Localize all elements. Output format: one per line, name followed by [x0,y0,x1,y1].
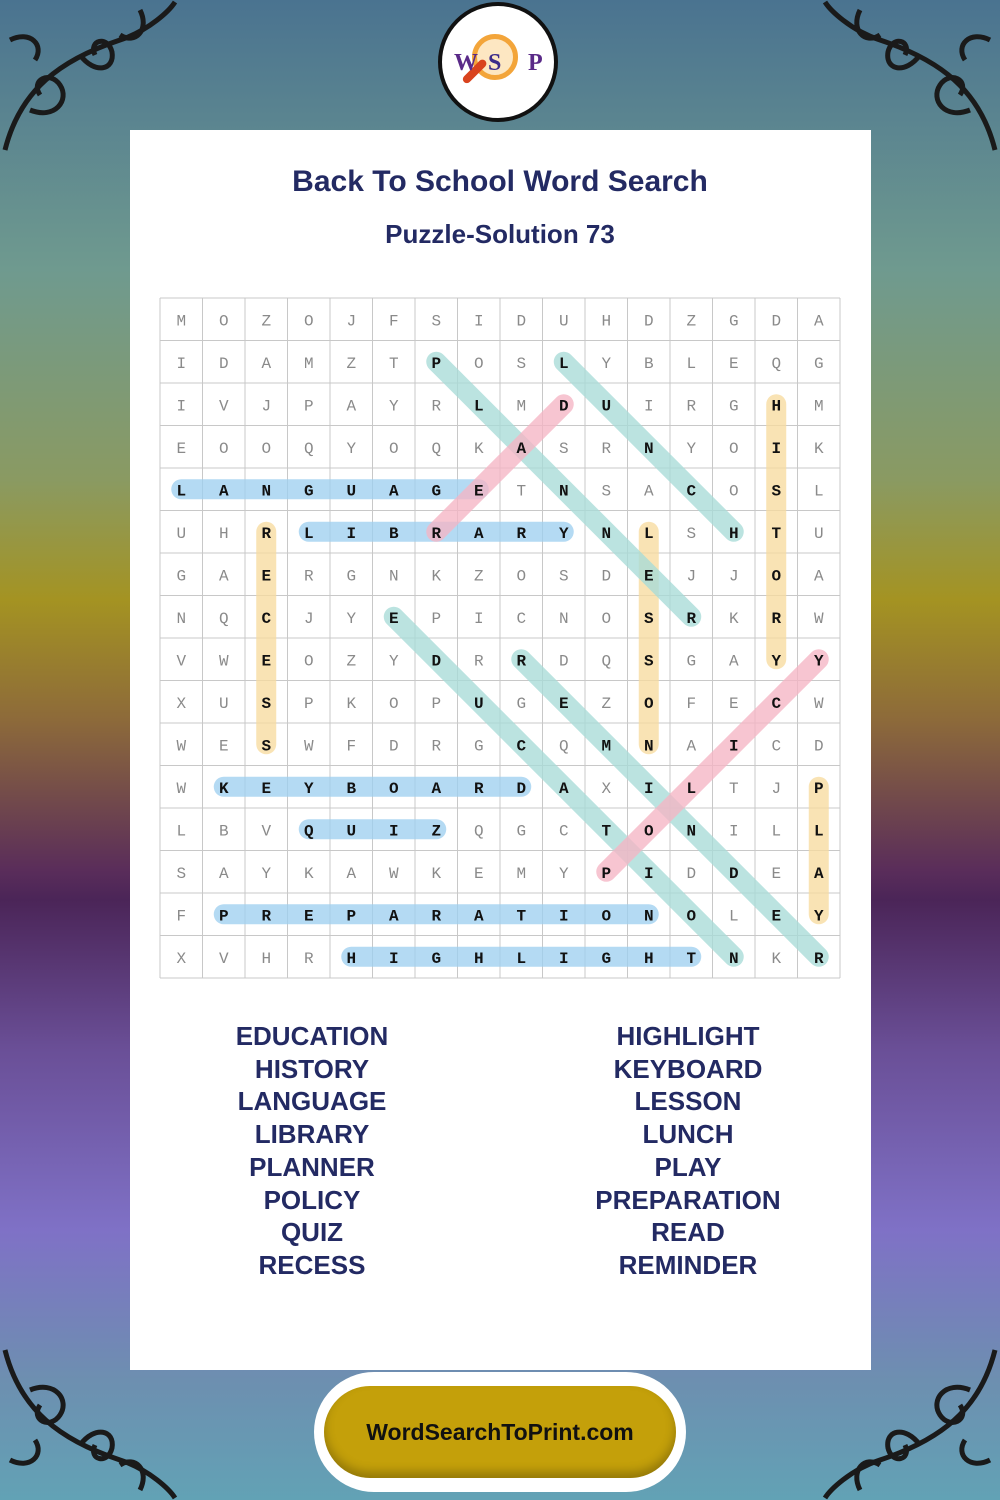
grid-letter-found: O [601,907,612,926]
grid-letter: G [728,397,739,416]
grid-letter: P [303,694,314,713]
grid-letter: K [346,694,357,713]
grid-letter-found: L [473,397,484,416]
grid-letter-found: D [516,779,527,798]
grid-letter-found: A [473,524,484,543]
grid-letter-found: L [176,482,187,501]
grid-letter: S [558,567,569,586]
grid-letter: A [218,567,229,586]
grid-letter: I [728,822,739,841]
grid-letter: L [728,907,739,926]
grid-letter-found: A [388,907,399,926]
grid-letter: A [346,864,357,883]
grid-letter: L [771,822,782,841]
grid-letter-found: C [771,694,782,713]
grid-letter: L [176,822,187,841]
word-list-left [162,1020,462,1282]
grid-letter-found: A [813,864,824,883]
grid-letter: J [303,609,314,628]
grid-letter-found: G [601,949,612,968]
word-list-item: PLANNER [249,1151,375,1182]
grid-letter-found: I [388,822,399,841]
grid-letter-found: E [643,567,654,586]
grid-letter: G [516,822,527,841]
grid-letter-found: E [473,482,484,501]
grid-letter: I [176,397,187,416]
grid-letter-found: O [686,907,697,926]
grid-letter-found: Q [303,822,314,841]
grid-letter: T [728,779,739,798]
grid-letter: Z [346,354,357,373]
grid-letter-found: S [771,482,782,501]
grid-letter: Y [346,609,357,628]
grid-letter: D [388,737,399,756]
grid-letter: D [558,652,569,671]
grid-letter: O [473,354,484,373]
grid-letter: V [218,397,229,416]
grid-letter-found: A [431,779,442,798]
site-link-button[interactable] [324,1386,676,1478]
grid-letter: G [346,567,357,586]
grid-letter: A [686,737,697,756]
grid-letter-found: I [643,864,654,883]
grid-letter: G [728,312,739,331]
word-list-item: POLICY [263,1184,361,1215]
grid-letter-found: I [771,439,782,458]
grid-letter: L [813,482,824,501]
grid-letter: J [771,779,782,798]
grid-letter-found: K [218,779,229,798]
word-list-item: HIGHLIGHT [616,1021,760,1051]
grid-letter-found: N [643,737,654,756]
grid-letter-found: E [261,567,272,586]
grid-letter-found: R [431,524,442,543]
grid-letter-found: C [261,609,272,628]
grid-letter: S [176,864,187,883]
grid-letter-found: P [346,907,357,926]
grid-letter: U [558,312,569,331]
grid-letter-found: A [473,907,484,926]
grid-letter: P [431,609,442,628]
page-subtitle: Puzzle-Solution 73 [385,219,615,249]
grid-letter: E [728,354,739,373]
grid-letter-found: G [431,949,442,968]
grid-letter: R [431,397,442,416]
grid-letter: I [473,609,484,628]
grid-letter: M [516,397,527,416]
grid-letter-found: G [431,482,442,501]
grid-letter: I [643,397,654,416]
grid-letter: O [728,482,739,501]
grid-letter-found: T [771,524,782,543]
grid-letter-found: R [516,652,527,671]
grid-letter: U [176,524,187,543]
grid-letter: H [218,524,229,543]
grid-letter: W [176,779,187,798]
grid-letter: O [303,312,314,331]
grid-letter-found: C [686,482,697,501]
page-title: Back To School Word Search [292,165,708,198]
grid-letter-found: A [388,482,399,501]
grid-letter: Q [601,652,612,671]
grid-letter: Y [601,354,612,373]
grid-letter-found: Y [813,652,824,671]
word-list-item: LIBRARY [254,1119,370,1150]
grid-letter: K [431,567,442,586]
word-list-item: LUNCH [642,1119,734,1150]
grid-letter: C [771,737,782,756]
grid-letter: Z [261,312,272,331]
grid-letter: H [261,949,272,968]
word-list-item: REMINDER [618,1249,758,1280]
grid-letter: C [516,609,527,628]
grid-letter-found: L [813,822,824,841]
grid-letter: F [388,312,399,331]
grid-letter: L [686,354,697,373]
grid-letter: D [686,864,697,883]
grid-letter: G [176,567,187,586]
grid-letter: M [176,312,187,331]
site-footer [314,1372,686,1492]
grid-letter-found: Y [558,524,569,543]
grid-letter-found: E [558,694,569,713]
grid-letter: E [218,737,229,756]
grid-letter: U [813,524,824,543]
word-list-right [538,1020,838,1282]
grid-letter-found: E [303,907,314,926]
grid-letter: Q [431,439,442,458]
grid-letter: Z [346,652,357,671]
grid-letter-found: C [516,737,527,756]
grid-letter: B [643,354,654,373]
grid-letter-found: H [643,949,654,968]
grid-letter: Z [601,694,612,713]
grid-letter-found: Y [771,652,782,671]
grid-letter: Y [686,439,697,458]
grid-letter: E [771,864,782,883]
grid-letter: J [261,397,272,416]
grid-letter-found: A [558,779,569,798]
grid-letter-found: L [643,524,654,543]
grid-letter: K [728,609,739,628]
grid-letter: S [431,312,442,331]
grid-letter-found: A [516,439,527,458]
grid-letter: D [771,312,782,331]
grid-letter-found: I [558,949,569,968]
grid-letter: D [813,737,824,756]
grid-letter: F [686,694,697,713]
grid-letter: K [473,439,484,458]
grid-letter: A [813,312,824,331]
grid-letter: M [516,864,527,883]
grid-letter-found: R [771,609,782,628]
grid-letter: Q [473,822,484,841]
grid-letter: R [303,949,314,968]
grid-letter: O [516,567,527,586]
grid-letter: F [346,737,357,756]
grid-letter: G [686,652,697,671]
grid-letter: Q [771,354,782,373]
grid-letter: K [303,864,314,883]
grid-letter-found: S [261,737,272,756]
grid-letter-found: P [431,354,442,373]
grid-letter-found: I [388,949,399,968]
grid-letter: R [431,737,442,756]
grid-letter: S [516,354,527,373]
word-list-item: KEYBOARD [613,1053,763,1084]
grid-letter-found: U [473,694,484,713]
grid-letter-found: H [728,524,739,543]
grid-letter-found: N [643,439,654,458]
grid-letter-found: E [388,609,399,628]
grid-letter-found: I [643,779,654,798]
grid-letter: W [218,652,229,671]
grid-letter: M [813,397,824,416]
grid-letter: P [303,397,314,416]
grid-letter: Y [388,397,399,416]
grid-letter-found: I [728,737,739,756]
grid-letter-found: U [346,482,357,501]
grid-letter: W [813,694,824,713]
grid-letter-found: U [601,397,612,416]
grid-letter: C [558,822,569,841]
grid-letter-found: T [686,949,697,968]
grid-letter: J [686,567,697,586]
grid-letter-found: S [643,609,654,628]
grid-letter: O [601,609,612,628]
grid-letter-found: E [261,652,272,671]
grid-letter: R [686,397,697,416]
grid-letter: S [558,439,569,458]
grid-letter: S [686,524,697,543]
word-list-item: LANGUAGE [237,1086,387,1117]
grid-letter-found: M [601,737,612,756]
logo-letter: S [488,50,502,76]
grid-letter: R [473,652,484,671]
grid-letter: A [346,397,357,416]
grid-letter-found: L [686,779,697,798]
grid-letter-found: R [516,524,527,543]
grid-letter: E [728,694,739,713]
grid-letter: W [388,864,399,883]
grid-letter-found: Z [431,822,442,841]
grid-letter: O [218,439,229,458]
grid-letter: P [431,694,442,713]
grid-letter: G [516,694,527,713]
grid-letter: K [431,864,442,883]
grid-letter-found: Y [813,907,824,926]
grid-letter: D [643,312,654,331]
grid-letter-found: P [813,779,824,798]
grid-letter-found: R [813,949,824,968]
grid-letter: X [176,694,187,713]
grid-letter-found: S [261,694,272,713]
grid-letter: N [558,609,569,628]
grid-letter-found: P [218,907,229,926]
grid-letter: E [176,439,187,458]
grid-letter-found: E [261,779,272,798]
grid-letter-found: H [346,949,357,968]
grid-letter: I [473,312,484,331]
word-list-item: PREPARATION [595,1184,781,1215]
logo-letter: P [528,50,543,76]
grid-letter-found: P [601,864,612,883]
grid-letter-found: I [558,907,569,926]
grid-letter: Y [261,864,272,883]
grid-letter: V [218,949,229,968]
grid-letter: G [813,354,824,373]
grid-letter: D [218,354,229,373]
grid-letter: O [303,652,314,671]
grid-letter: K [813,439,824,458]
grid-letter: H [601,312,612,331]
grid-letter-found: L [516,949,527,968]
grid-letter-found: L [303,524,314,543]
grid-letter: X [601,779,612,798]
grid-letter: A [643,482,654,501]
grid-letter-found: L [558,354,569,373]
grid-letter: W [813,609,824,628]
grid-letter: O [218,312,229,331]
grid-letter: Q [558,737,569,756]
grid-letter: A [728,652,739,671]
grid-letter: W [176,737,187,756]
grid-letter: X [176,949,187,968]
grid-letter-found: B [346,779,357,798]
grid-letter: B [218,822,229,841]
grid-letter: Z [686,312,697,331]
word-list-item: QUIZ [280,1217,344,1248]
grid-letter-found: T [516,907,527,926]
grid-letter: O [261,439,272,458]
grid-letter: T [388,354,399,373]
grid-letter-found: G [303,482,314,501]
grid-letter-found: I [346,524,357,543]
grid-letter: D [516,312,527,331]
grid-letter: A [261,354,272,373]
grid-letter: M [303,354,314,373]
word-list-item: PLAY [654,1151,722,1182]
grid-letter: K [771,949,782,968]
grid-letter-found: N [558,482,569,501]
grid-letter-found: B [388,524,399,543]
grid-letter-found: T [601,822,612,841]
grid-letter: V [261,822,272,841]
word-list-item: HISTORY [254,1053,370,1084]
grid-letter: N [388,567,399,586]
grid-letter: A [813,567,824,586]
grid-letter-found: H [473,949,484,968]
word-list-item: RECESS [258,1249,366,1280]
grid-letter-found: R [261,907,272,926]
grid-letter: Q [303,439,314,458]
grid-letter-found: N [728,949,739,968]
grid-letter: R [303,567,314,586]
word-list-item: READ [651,1217,725,1248]
grid-letter-found: D [728,864,739,883]
grid-letter-found: R [473,779,484,798]
wsp-logo [438,2,558,122]
site-url[interactable]: WordSearchToPrint.com [366,1418,634,1445]
grid-letter-found: D [431,652,442,671]
grid-letter: Z [473,567,484,586]
grid-letter-found: N [643,907,654,926]
grid-letter: J [346,312,357,331]
grid-letter: J [728,567,739,586]
grid-letter: O [388,439,399,458]
grid-letter-found: H [771,397,782,416]
word-list-item: LESSON [634,1086,742,1117]
grid-letter-found: O [643,822,654,841]
grid-letter: T [516,482,527,501]
grid-letter-found: U [346,822,357,841]
grid-letter: W [303,737,314,756]
grid-letter: F [176,907,187,926]
grid-letter: A [218,864,229,883]
grid-letter-found: O [643,694,654,713]
grid-letter-found: N [686,822,697,841]
grid-letter-found: R [261,524,272,543]
grid-letter-found: E [771,907,782,926]
grid-letter: Y [388,652,399,671]
grid-letter: N [176,609,187,628]
grid-letter: U [218,694,229,713]
grid-letter-found: O [771,567,782,586]
grid-letter-found: R [686,609,697,628]
grid-letter: Q [218,609,229,628]
logo-letter: W [454,50,478,76]
grid-letter: O [728,439,739,458]
grid-letter: I [176,354,187,373]
grid-letter: R [601,439,612,458]
word-list-item: EDUCATION [235,1021,389,1051]
grid-letter-found: R [431,907,442,926]
grid-letter-found: D [558,397,569,416]
grid-letter-found: N [601,524,612,543]
grid-letter-found: S [643,652,654,671]
grid-letter-found: A [218,482,229,501]
grid-letter: D [601,567,612,586]
grid-letter: O [388,694,399,713]
grid-letter: Y [558,864,569,883]
grid-letter: S [601,482,612,501]
grid-letter: Y [346,439,357,458]
grid-letter-found: O [388,779,399,798]
grid-letter-found: N [261,482,272,501]
grid-letter-found: Y [303,779,314,798]
grid-letter: E [473,864,484,883]
grid-letter: G [473,737,484,756]
grid-letter: V [176,652,187,671]
